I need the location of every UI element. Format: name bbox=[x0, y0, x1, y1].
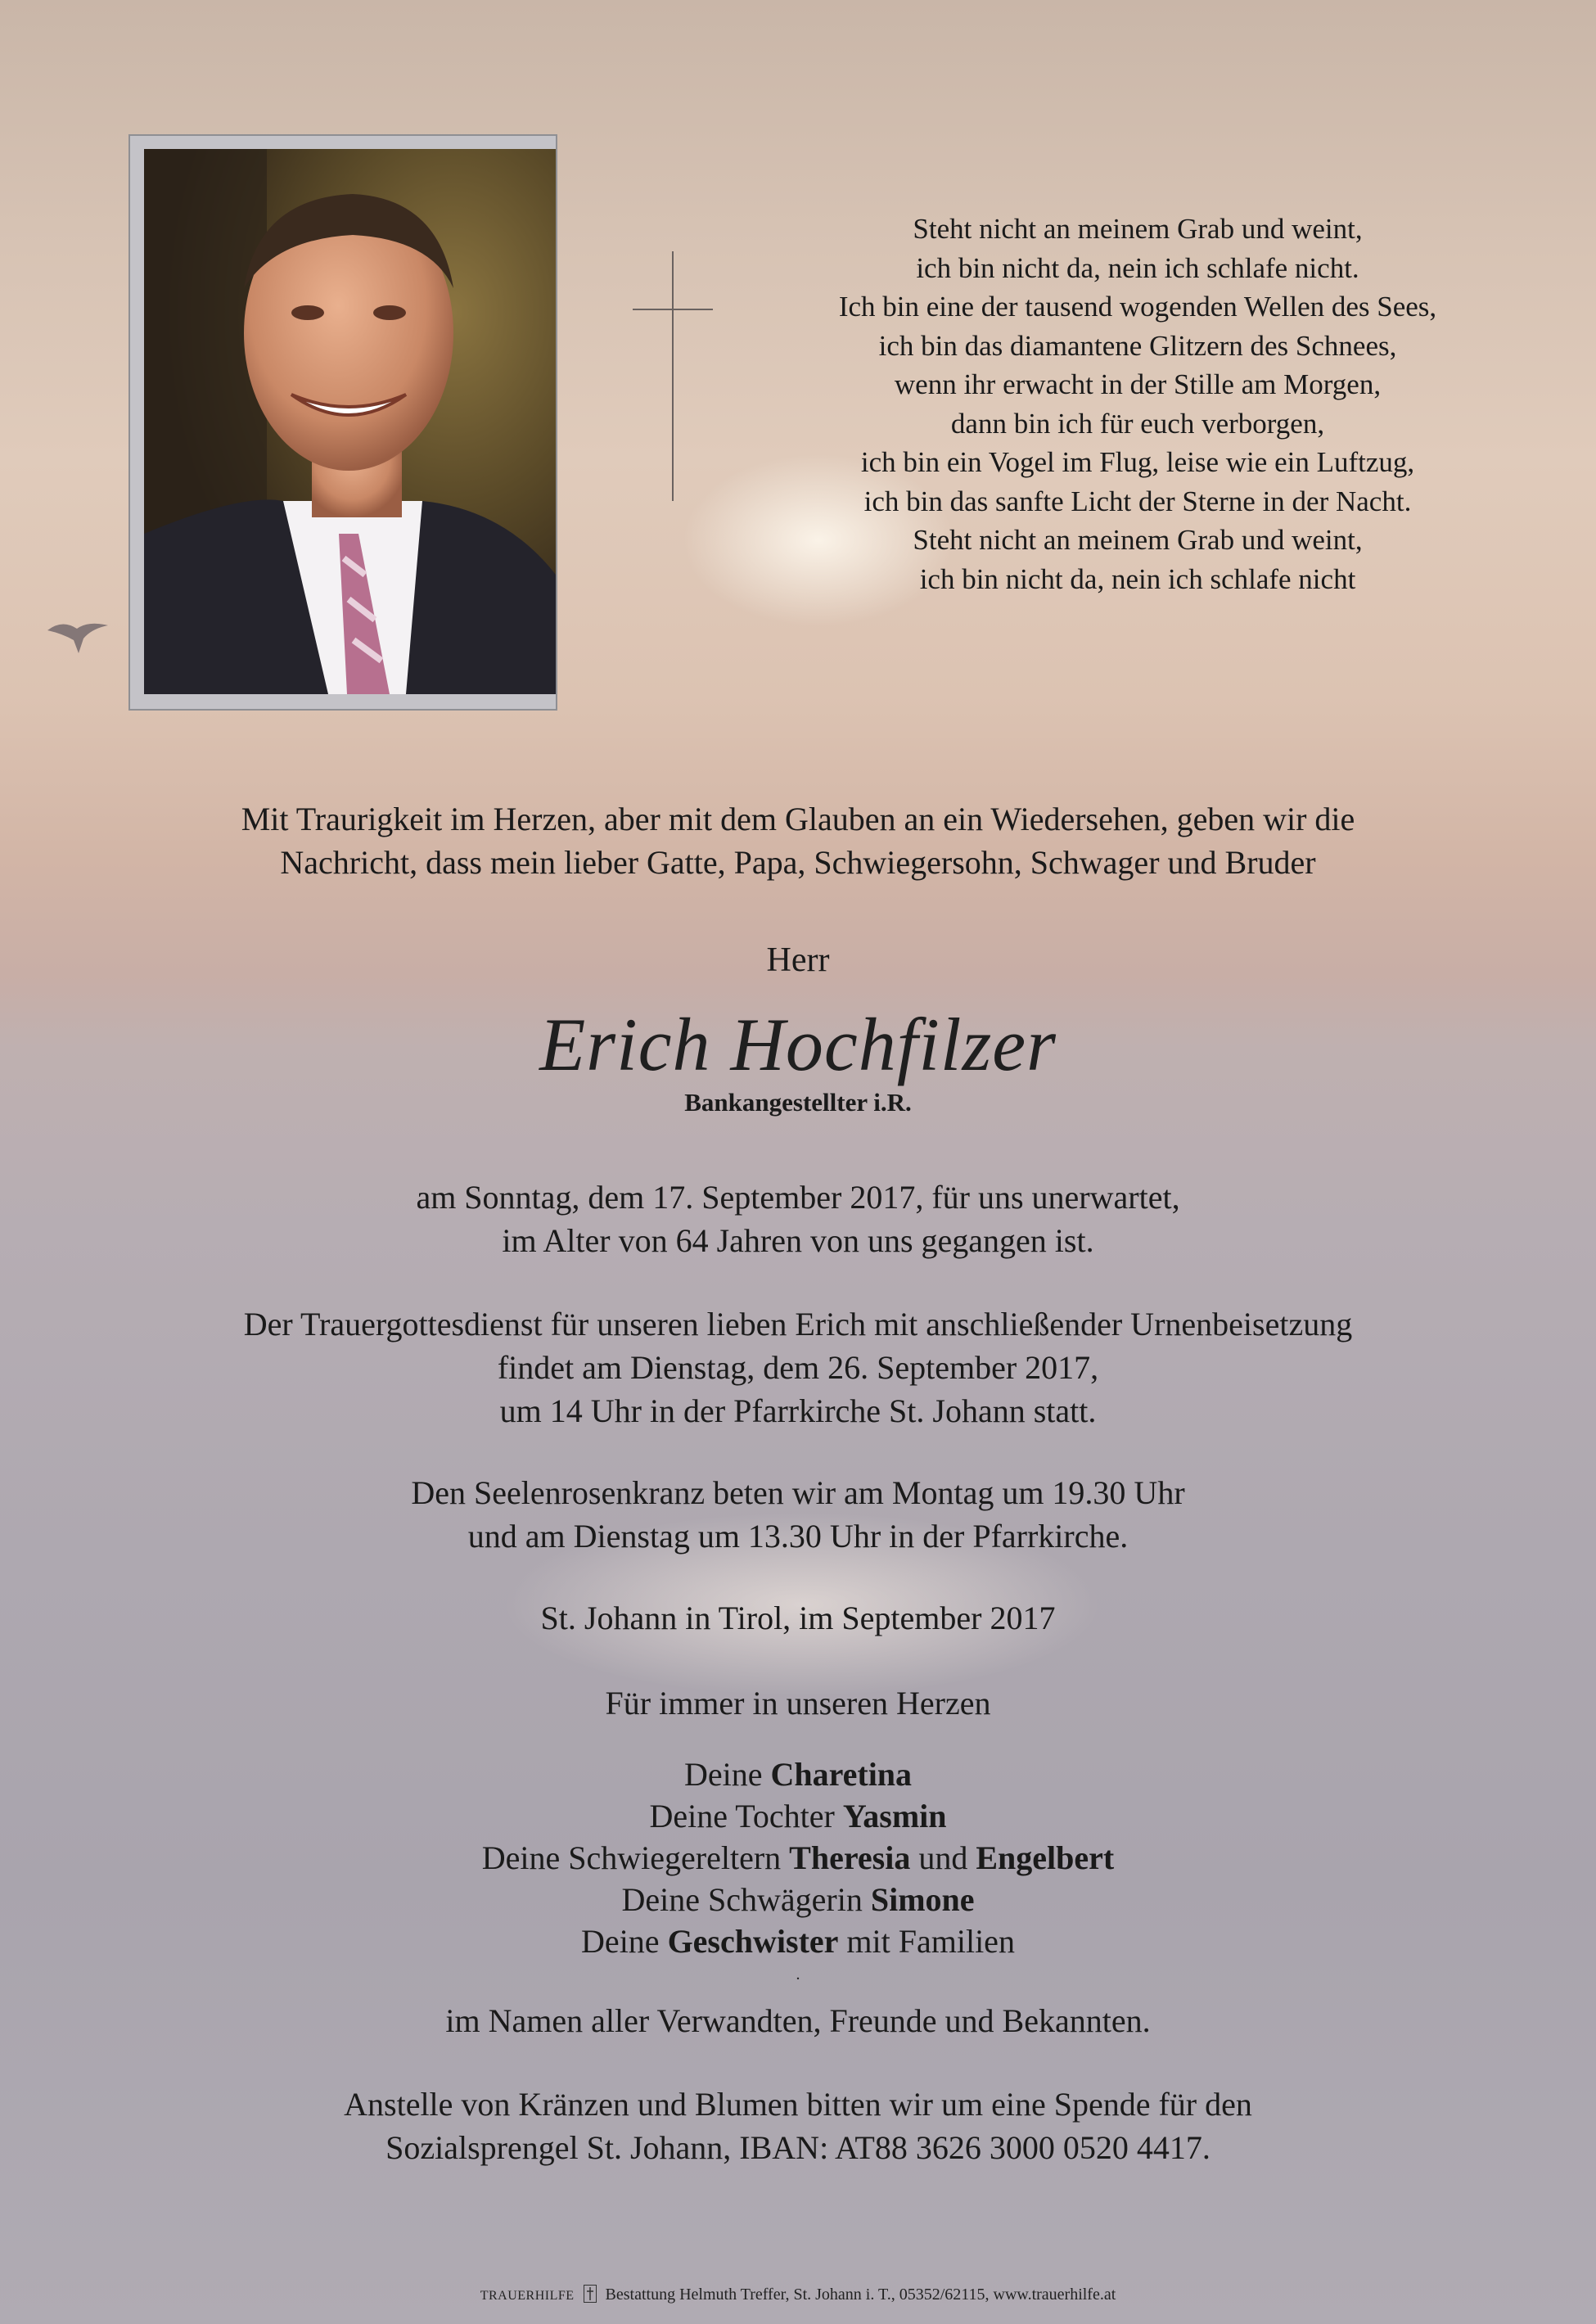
service-line: um 14 Uhr in der Pfarrkirche St. Johann statt. bbox=[499, 1392, 1097, 1429]
family-list bbox=[0, 1753, 1596, 1962]
deceased-name: Erich Hochfilzer bbox=[539, 1003, 1057, 1086]
portrait-illustration bbox=[144, 149, 556, 694]
donation-line: Anstelle von Kränzen und Blumen bitten wir um eine Spende für den bbox=[344, 2086, 1252, 2123]
intro-line: Nachricht, dass mein lieber Gatte, Papa, Schwiegersohn, Schwager und Bruder bbox=[280, 844, 1316, 881]
intro-text bbox=[0, 797, 1596, 884]
service-line: Der Trauergottesdienst für unseren lieben Erich mit anschließender Urnenbeisetzung bbox=[243, 1306, 1353, 1343]
footer-brand: TRAUERHILFE bbox=[480, 2289, 575, 2303]
poem-line: ich bin nicht da, nein ich schlafe nicht bbox=[919, 562, 1356, 595]
family-name: Geschwister bbox=[667, 1923, 839, 1960]
portrait-photo bbox=[144, 149, 556, 694]
donation-request bbox=[0, 2083, 1596, 2169]
rosary-line: Den Seelenrosenkranz beten wir am Montag um 19.30 Uhr bbox=[411, 1474, 1185, 1511]
family-member-line: Deine Tochter Yasmin bbox=[649, 1798, 947, 1834]
poem-line: ich bin ein Vogel im Flug, leise wie ein Luftzug, bbox=[860, 446, 1415, 478]
bird-silhouette-icon bbox=[46, 616, 111, 657]
poem-line: ich bin nicht da, nein ich schlafe nicht. bbox=[916, 251, 1359, 284]
family-name: Charetina bbox=[770, 1756, 913, 1793]
cross-vertical-bar bbox=[672, 251, 674, 501]
poem-line: ich bin das diamantene Glitzern des Schnees, bbox=[878, 329, 1397, 362]
poem-line: Ich bin eine der tausend wogenden Wellen des Sees, bbox=[838, 291, 1437, 323]
death-line: am Sonntag, dem 17. September 2017, für uns unerwartet, bbox=[416, 1179, 1180, 1216]
poem-line: Steht nicht an meinem Grab und weint, bbox=[913, 213, 1363, 245]
family-name: Theresia bbox=[789, 1839, 911, 1876]
funeral-logo-icon bbox=[584, 2285, 597, 2303]
separator-dot: . bbox=[796, 1965, 800, 1983]
deceased-title: Bankangestellter i.R. bbox=[684, 1088, 912, 1117]
poem-line: dann bin ich für euch verborgen, bbox=[950, 407, 1325, 440]
salutation: Herr bbox=[766, 941, 830, 979]
donation-line: Sozialsprengel St. Johann, IBAN: AT88 3626 3000 0520 4417. bbox=[385, 2129, 1211, 2166]
cross-horizontal-bar bbox=[633, 309, 713, 310]
family-name: Engelbert bbox=[976, 1839, 1115, 1876]
rosary-line: und am Dienstag um 13.30 Uhr in der Pfarrkirche. bbox=[467, 1518, 1129, 1555]
poem-line: Steht nicht an meinem Grab und weint, bbox=[913, 524, 1363, 556]
forever-line: Für immer in unseren Herzen bbox=[605, 1685, 991, 1722]
family-member-line: Deine Charetina bbox=[683, 1756, 913, 1793]
family-member-line: Deine Schwägerin Simone bbox=[621, 1881, 975, 1918]
footer-text: Bestattung Helmuth Treffer, St. Johann i. T., 05352/62115, www.trauerhilfe.at bbox=[605, 2286, 1116, 2304]
family-name: Simone bbox=[870, 1881, 975, 1918]
place-date: St. Johann in Tirol, im September 2017 bbox=[540, 1600, 1056, 1636]
poem-line: wenn ihr erwacht in der Stille am Morgen, bbox=[894, 368, 1382, 400]
poem bbox=[737, 210, 1539, 598]
service-info bbox=[0, 1302, 1596, 1433]
poem-line: ich bin das sanfte Licht der Sterne in der Nacht. bbox=[863, 485, 1412, 517]
family-name: Yasmin bbox=[842, 1798, 947, 1834]
footer bbox=[0, 2284, 1596, 2307]
intro-line: Mit Traurigkeit im Herzen, aber mit dem Glauben an ein Wiedersehen, geben wir die bbox=[241, 801, 1355, 837]
family-member-line: Deine Schwiegereltern Theresia und Engelbert bbox=[481, 1839, 1115, 1876]
relatives-line: im Namen aller Verwandten, Freunde und Bekannten. bbox=[445, 2002, 1151, 2039]
family-member-line: Deine Geschwister mit Familien bbox=[581, 1923, 1015, 1960]
death-line: im Alter von 64 Jahren von uns gegangen ist. bbox=[502, 1222, 1094, 1259]
rosary-info bbox=[0, 1471, 1596, 1558]
service-line: findet am Dienstag, dem 26. September 2017, bbox=[497, 1349, 1099, 1386]
death-notice bbox=[0, 1176, 1596, 1262]
